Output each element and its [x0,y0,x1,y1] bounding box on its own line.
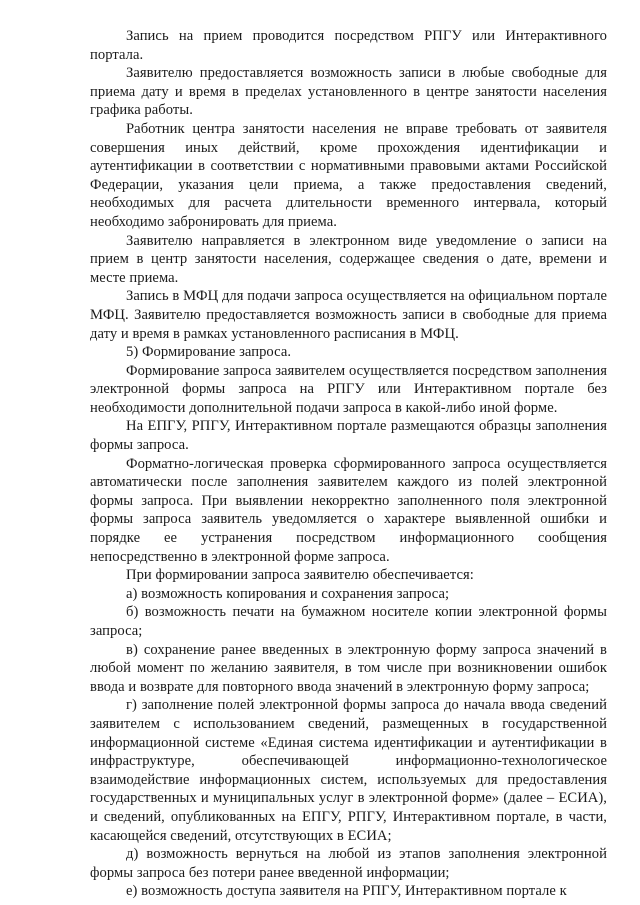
paragraph-appointment-method: Запись на прием проводится посредством РПГУ или Интерактивного портала. [90,28,607,63]
list-item-d: д) возможность вернуться на любой из этапов заполнения электронной формы запроса без потери ранее введенной информации; [90,846,607,881]
list-item-g: г) заполнение полей электронной формы запроса до начала ввода сведений заявителем с использованием сведений, размещенных в государственной информационной системе «Единая система идентификации и аутентификации в инфраструктуре, обеспечивающей информационно-технологическое взаимодействие информационных систем, используемых для предоставления государственных и муниципальных услуг в электронной форме» (далее – ЕСИА), и сведений, опубликованных на ЕПГУ, РПГУ, Интерактивном портале, в части, касающейся сведений, отсутствующих в ЕСИА; [90,697,607,844]
paragraph-form-samples: На ЕПГУ, РПГУ, Интерактивном портале размещаются образцы заполнения формы запроса. [90,418,607,454]
list-item-e: е) возможность доступа заявителя на РПГУ, Интерактивном портале к [126,883,567,900]
paragraph-notification: Заявителю направляется в электронном виде уведомление о записи на прием в центр занятости населения, содержащее сведения о дате, времени и месте приема. [90,232,607,286]
list-item-b: б) возможность печати на бумажном носителе копии электронной формы запроса; [90,604,607,639]
list-item-a: а) возможность копирования и сохранения запроса; [126,585,450,602]
paragraph-provisions-intro: При формировании запроса заявителю обеспечивается: [126,567,474,584]
paragraph-appointment-availability: Заявителю предоставляется возможность записи в любые свободные для приема дату и время в пределах установленного в центре занятости населения графика работы. [90,65,607,119]
section-heading-request-formation: 5) Формирование запроса. [126,344,292,361]
paragraph-request-formation: Формирование запроса заявителем осуществляется посредством заполнения электронной формы запроса на РПГУ или Интерактивном портале без необходимости дополнительной подачи запроса в какой-либо иной форме. [90,362,607,416]
paragraph-format-check: Форматно-логическая проверка сформированного запроса осуществляется автоматически после заполнения заявителем каждого из полей электронной формы запроса. При выявлении некорректно заполненного поля электронной формы запроса заявитель уведомляется о характере выявленной ошибки и порядке ее устранения посредством информационного сообщения непосредственно в электронной форме запроса. [90,455,607,565]
document-body [90,27,607,901]
paragraph-employee-restrictions: Работник центра занятости населения не вправе требовать от заявителя совершения иных действий, кроме прохождения идентификации и аутентификации в соответствии с нормативными правовыми актами Российской Федерации, указания цели приема, а также предоставления сведений, необходимых для расчета длительности временного интервала, который необходимо забронировать для приема. [90,120,607,230]
paragraph-mfc-booking: Запись в МФЦ для подачи запроса осуществляется на официальном портале МФЦ. Заявителю предоставляется возможность записи в свободные для приема дату и время в рамках установленного расписания в МФЦ. [90,288,607,342]
list-item-v: в) сохранение ранее введенных в электронную форму запроса значений в любой момент по желанию заявителя, в том числе при возникновении ошибок ввода и возврате для повторного ввода значений в электронную форму запроса; [90,641,607,695]
